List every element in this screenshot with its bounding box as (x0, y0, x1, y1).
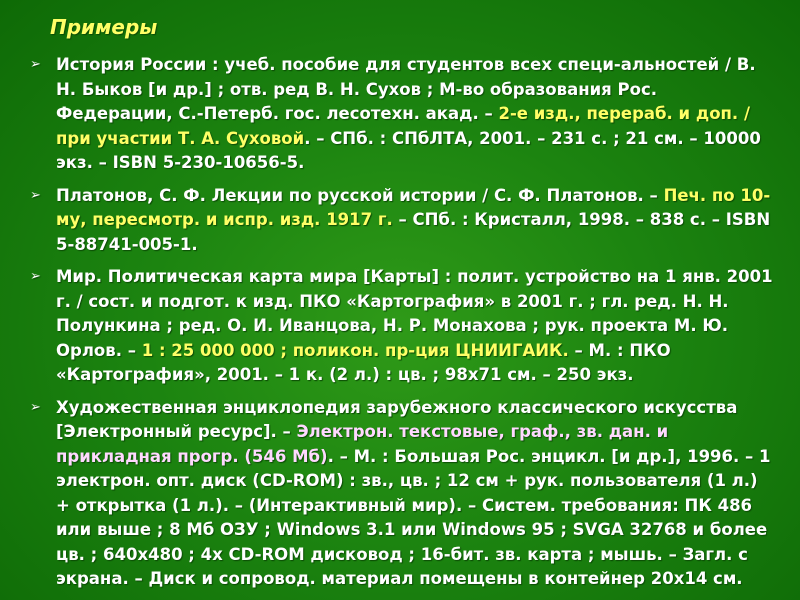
citation-highlight: 2-е изд., перераб. и доп. / при участии Т. А. Суховой (56, 104, 750, 148)
citation-text: . – М. : Большая Рос. энцикл. [и др.], 1996. – 1 электрон. опт. диск (CD-ROM) : зв., цв. ; 12 см + рук. пользователя (1 л.) + открытка (1 л.). – (Интерактивный мир). – Систем. требования: ПК 486 или выше ; 8 Мб ОЗУ ; Windows 3.1 или Windows 95 ; SVGA 32768 и более цв. ; 640x480 ; 4x CD-ROM дисковод ; 16-бит. зв. карта ; мышь. – Загл. с экрана. – Диск и сопровод. материал помещены в контейнер 20x14 см. (56, 446, 771, 588)
arrow-bullet-icon: ➢ (30, 269, 41, 284)
citation-highlight: Печ. по 10-му, пересмотр. и испр. изд. 1917 г. (56, 185, 771, 229)
list-item (28, 396, 776, 592)
slide-title: Примеры (50, 15, 158, 39)
arrow-bullet-icon: ➢ (30, 187, 41, 203)
citation-text: – СПб. : Кристалл, 1998. – 838 с. – ISBN 5-88741-005-1. (56, 210, 771, 254)
citation-text: История России : учеб. пособие для студентов всех специ-альностей / В. Н. Быков [и др.] ; отв. ред В. Н. Сухов ; М-во образования Рос. Федерации, С.-Петерб. гос. лесотехн. акад. – (56, 55, 756, 123)
citation-highlight: 1 : 25 000 000 ; поликон. пр-ция ЦНИИГАИК. (141, 340, 569, 360)
citation-highlight: Электрон. текстовые, граф., зв. дан. и прикладная прогр. (546 Мб) (56, 422, 669, 466)
arrow-bullet-icon: ➢ (30, 399, 41, 415)
list-item (28, 265, 776, 388)
arrow-bullet-icon: ➢ (30, 57, 41, 72)
citation-text: Платонов, С. Ф. Лекции по русской истории / С. Ф. Платонов. – (56, 185, 664, 205)
citation-text: Мир. Политическая карта мира [Карты] : полит. устройство на 1 янв. 2001 г. / сост. и подгот. к изд. ПКО «Картография» в 2001 г. ; гл. ред. Н. Н. Полункина ; ред. О. И. Иванцова, Н. Р. Монахова ; рук. проекта М. Ю. Орлов. – (56, 267, 773, 360)
list-item (28, 53, 776, 176)
citation-text: – М. : ПКО «Картография», 2001. – 1 к. (2 л.) : цв. ; 98x71 см. – 250 экз. (56, 340, 671, 384)
list-item (28, 184, 776, 258)
citation-text: . – СПб. : СПбЛТА, 2001. – 231 с. ; 21 см. – 10000 экз. – ISBN 5-230-10656-5. (56, 128, 761, 172)
citation-text: Художественная энциклопедия зарубежного классического искусства [Электронный ресурс]. – (56, 397, 738, 441)
examples-list (28, 53, 776, 600)
